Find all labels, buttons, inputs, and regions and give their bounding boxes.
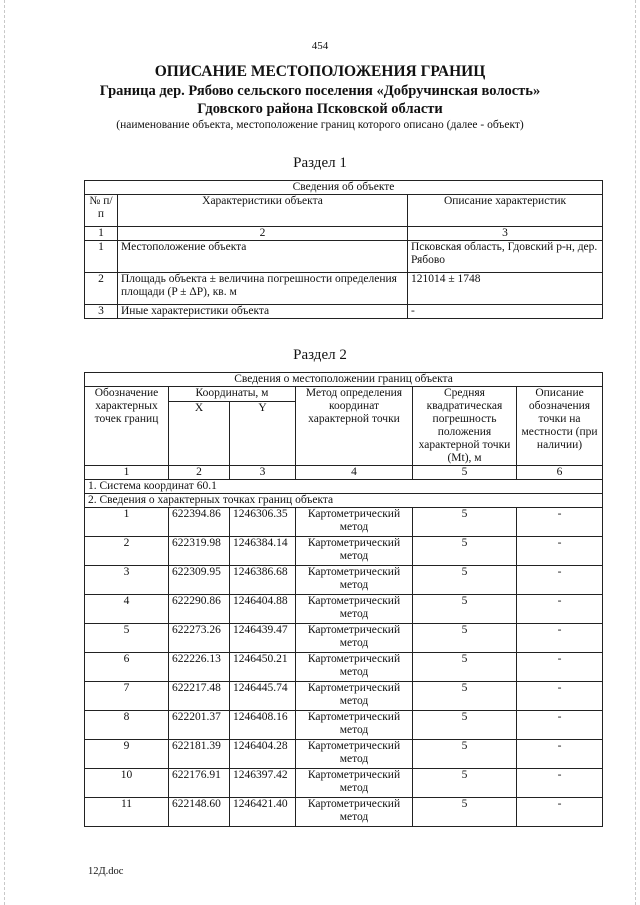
row-description: - [408,305,603,319]
row-number: 2 [85,273,118,305]
table-row [85,798,603,827]
method: Картометрический метод [296,682,413,711]
col-index: 1 [85,466,169,480]
error-value: 5 [413,798,517,827]
coordinate-x: 622394.86 [169,508,230,537]
method: Картометрический метод [296,798,413,827]
point-description: - [517,769,603,798]
coordinate-x: 622226.13 [169,653,230,682]
col-header-point-description: Описание обозначения точки на местности (при наличии) [517,387,603,466]
table-row [85,305,603,319]
coordinate-y: 1246445.74 [230,682,296,711]
error-value: 5 [413,653,517,682]
error-value: 5 [413,711,517,740]
point-number: 8 [85,711,169,740]
table-row [85,566,603,595]
document-subtitle: (наименование объекта, местоположение границ которого описано (далее - объект) [116,119,524,131]
table-row [85,711,603,740]
table-caption: Сведения о местоположении границ объекта [85,373,603,387]
method: Картометрический метод [296,595,413,624]
coordinate-y: 1246384.14 [230,537,296,566]
method: Картометрический метод [296,653,413,682]
point-number: 6 [85,653,169,682]
error-value: 5 [413,624,517,653]
coordinate-y: 1246404.28 [230,740,296,769]
error-value: 5 [413,595,517,624]
point-number: 11 [85,798,169,827]
file-name: 12Д.doc [88,866,124,877]
coordinate-y: 1246439.47 [230,624,296,653]
col-header-method: Метод определения координат характерной точки [296,387,413,466]
point-number: 1 [85,508,169,537]
col-header-characteristics: Характеристики объекта [118,195,408,227]
coordinate-x: 622273.26 [169,624,230,653]
table-row [85,624,603,653]
point-description: - [517,508,603,537]
point-number: 9 [85,740,169,769]
table-row [85,595,603,624]
col-header-x: X [169,402,230,466]
method: Картометрический метод [296,624,413,653]
col-header-y: Y [230,402,296,466]
point-description: - [517,711,603,740]
col-index: 3 [230,466,296,480]
coordinate-y: 1246306.35 [230,508,296,537]
row-description: 121014 ± 1748 [408,273,603,305]
row-number: 3 [85,305,118,319]
point-number: 2 [85,537,169,566]
document-title-line2: Граница дер. Рябово сельского поселения «Добручинская волость» [99,83,541,99]
coordinate-x: 622201.37 [169,711,230,740]
points-caption: 2. Сведения о характерных точках границ объекта [85,494,603,508]
section1-heading: Раздел 1 [293,155,347,171]
coordinate-y: 1246386.68 [230,566,296,595]
coordinate-x: 622319.98 [169,537,230,566]
table-row [85,537,603,566]
coordinate-x: 622217.48 [169,682,230,711]
document-title-line3: Гдовского района Псковской области [197,101,443,117]
method: Картометрический метод [296,537,413,566]
point-number: 5 [85,624,169,653]
point-number: 4 [85,595,169,624]
error-value: 5 [413,682,517,711]
error-value: 5 [413,508,517,537]
table-row [85,740,603,769]
col-index: 5 [413,466,517,480]
point-description: - [517,740,603,769]
row-description: Псковская область, Гдовский р-н, дер. Рябово [408,241,603,273]
table-row [85,508,603,537]
coordinate-x: 622181.39 [169,740,230,769]
coordinate-y: 1246450.21 [230,653,296,682]
point-description: - [517,682,603,711]
row-characteristic: Иные характеристики объекта [118,305,408,319]
section2-heading: Раздел 2 [293,347,347,363]
method: Картометрический метод [296,769,413,798]
point-description: - [517,624,603,653]
page-edge-left [4,0,5,905]
table-row [85,769,603,798]
document-title: ОПИСАНИЕ МЕСТОПОЛОЖЕНИЯ ГРАНИЦ [154,63,486,80]
col-header-point: Обозначение характерных точек границ [85,387,169,466]
method: Картометрический метод [296,711,413,740]
page-edge-right [635,0,636,905]
row-characteristic: Местоположение объекта [118,241,408,273]
method: Картометрический метод [296,740,413,769]
method: Картометрический метод [296,566,413,595]
error-value: 5 [413,566,517,595]
coordinate-y: 1246408.16 [230,711,296,740]
table-row [85,653,603,682]
col-header-coordinates: Координаты, м [169,387,296,402]
point-description: - [517,566,603,595]
error-value: 5 [413,769,517,798]
method: Картометрический метод [296,508,413,537]
coordinate-x: 622309.95 [169,566,230,595]
col-index: 6 [517,466,603,480]
coordinate-system: 1. Система координат 60.1 [85,480,603,494]
col-header-description: Описание характеристик [408,195,603,227]
error-value: 5 [413,740,517,769]
coordinate-x: 622176.91 [169,769,230,798]
col-index: 2 [169,466,230,480]
col-index: 3 [408,227,603,241]
coordinate-x: 622148.60 [169,798,230,827]
table-row [85,682,603,711]
page-number: 454 [311,40,329,52]
point-description: - [517,595,603,624]
point-number: 3 [85,566,169,595]
table-row [85,241,603,273]
col-header-number: № п/п [85,195,118,227]
col-index: 2 [118,227,408,241]
error-value: 5 [413,537,517,566]
point-number: 10 [85,769,169,798]
point-description: - [517,537,603,566]
object-info-table [84,180,603,319]
coordinate-y: 1246397.42 [230,769,296,798]
coordinate-y: 1246421.40 [230,798,296,827]
col-header-error: Средняя квадратическая погрешность положения характерной точки (Mt), м [413,387,517,466]
point-number: 7 [85,682,169,711]
boundary-points-table [84,372,603,827]
table-row [85,273,603,305]
col-index: 4 [296,466,413,480]
row-number: 1 [85,241,118,273]
coordinate-x: 622290.86 [169,595,230,624]
coordinate-y: 1246404.88 [230,595,296,624]
row-characteristic: Площадь объекта ± величина погрешности определения площади (P ± ΔP), кв. м [118,273,408,305]
col-index: 1 [85,227,118,241]
point-description: - [517,798,603,827]
table-caption: Сведения об объекте [85,181,603,195]
point-description: - [517,653,603,682]
